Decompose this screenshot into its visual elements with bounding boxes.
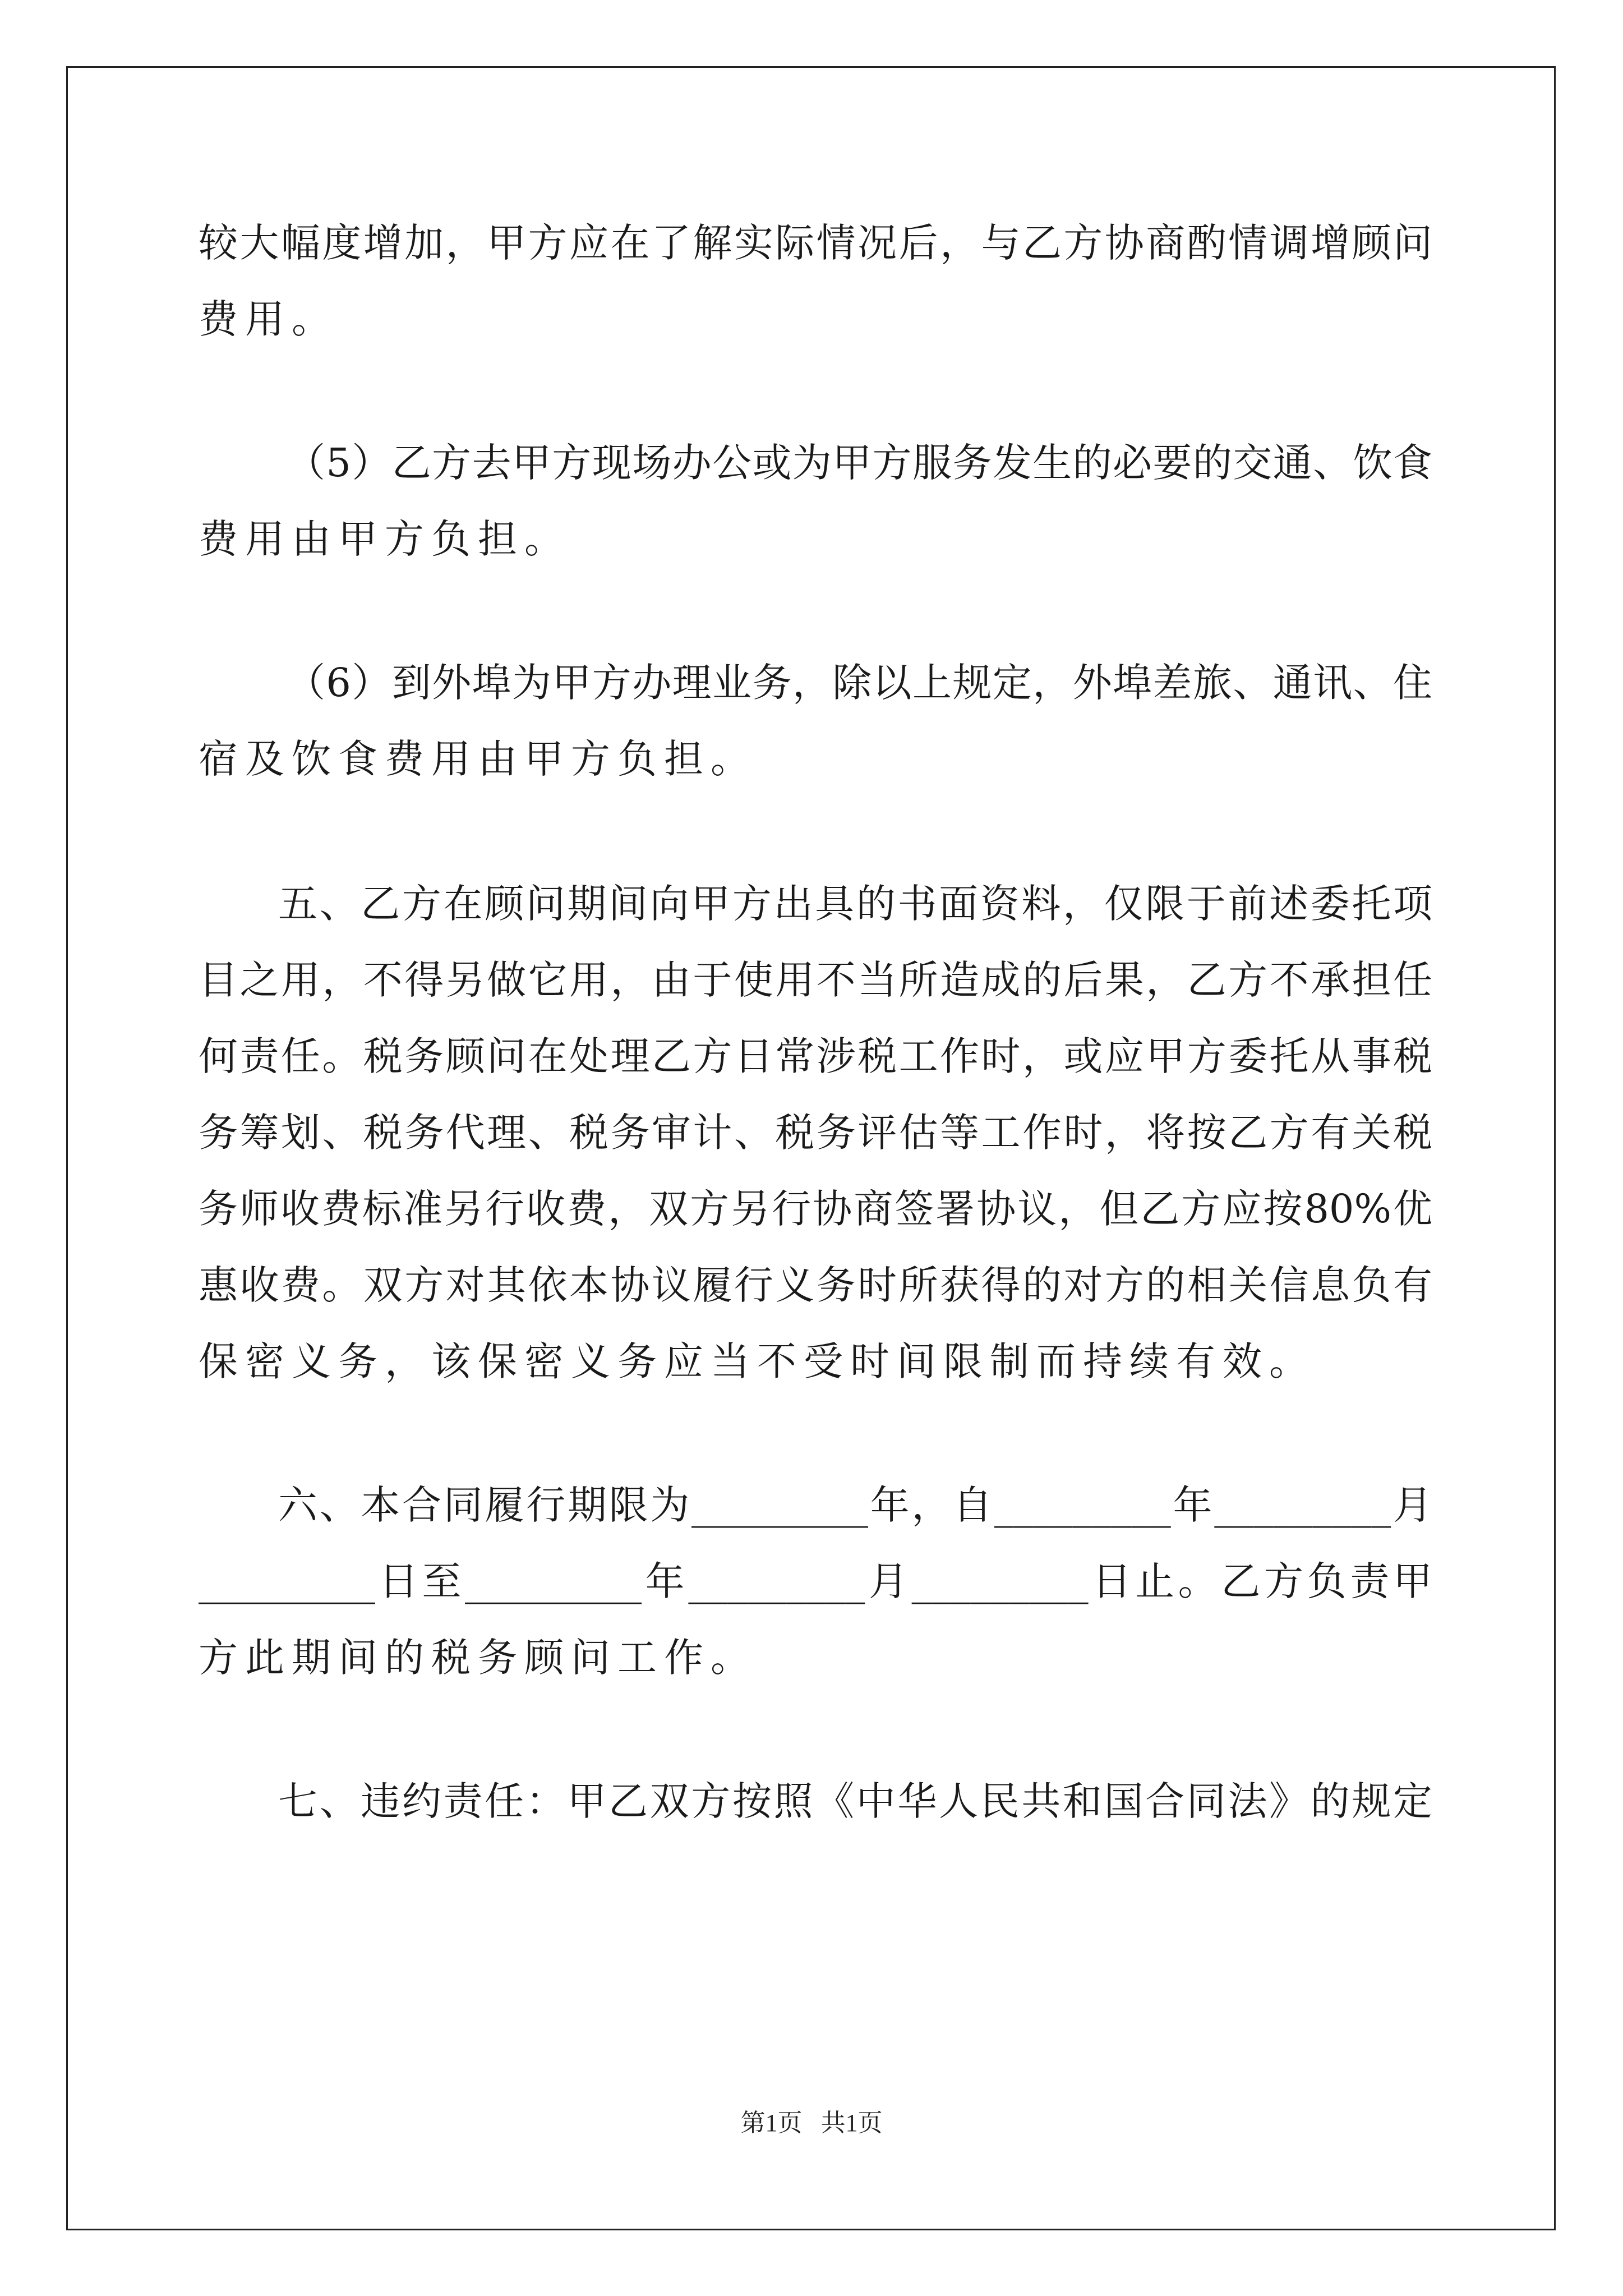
- text-line: _________日至_________年_________月_________日止。乙方负责甲: [199, 1558, 1432, 1604]
- text-line: 务师收费标准另行收费，双方另行协商签署协议，但乙方应按80%优: [199, 1186, 1432, 1232]
- text-line: 五、乙方在顾问期间向甲方出具的书面资料，仅限于前述委托项: [278, 881, 1432, 927]
- text-line: 费用由甲方负担。: [199, 516, 571, 562]
- text-line: 七、违约责任：甲乙双方按照《中华人民共和国合同法》的规定: [278, 1778, 1432, 1824]
- text-line: （6）到外埠为甲方办理业务，除以上规定，外埠差旅、通讯、住: [286, 660, 1432, 706]
- text-line: 宿及饮食费用由甲方负担。: [199, 736, 757, 782]
- page-number: 第1页: [740, 2109, 803, 2137]
- text-line: 目之用，不得另做它用，由于使用不当所造成的后果，乙方不承担任: [199, 957, 1432, 1003]
- text-line: 费用。: [199, 296, 338, 342]
- text-line: 方此期间的税务顾问工作。: [199, 1635, 757, 1681]
- text-line: 保密义务，该保密义务应当不受时间限制而持续有效。: [199, 1338, 1316, 1384]
- page-footer: [0, 2106, 1623, 2140]
- page-total: 共1页: [820, 2109, 883, 2137]
- text-line: 惠收费。双方对其依本协议履行义务时所获得的对方的相关信息负有: [199, 1262, 1432, 1308]
- text-line: （5）乙方去甲方现场办公或为甲方服务发生的必要的交通、饮食: [286, 440, 1432, 486]
- text-line: 较大幅度增加，甲方应在了解实际情况后，与乙方协商酌情调增顾问: [199, 220, 1432, 266]
- text-line: 六、本合同履行期限为_________年，自_________年_________月: [278, 1482, 1432, 1528]
- text-line: 何责任。税务顾问在处理乙方日常涉税工作时，或应甲方委托从事税: [199, 1033, 1432, 1079]
- text-line: 务筹划、税务代理、税务审计、税务评估等工作时，将按乙方有关税: [199, 1110, 1432, 1156]
